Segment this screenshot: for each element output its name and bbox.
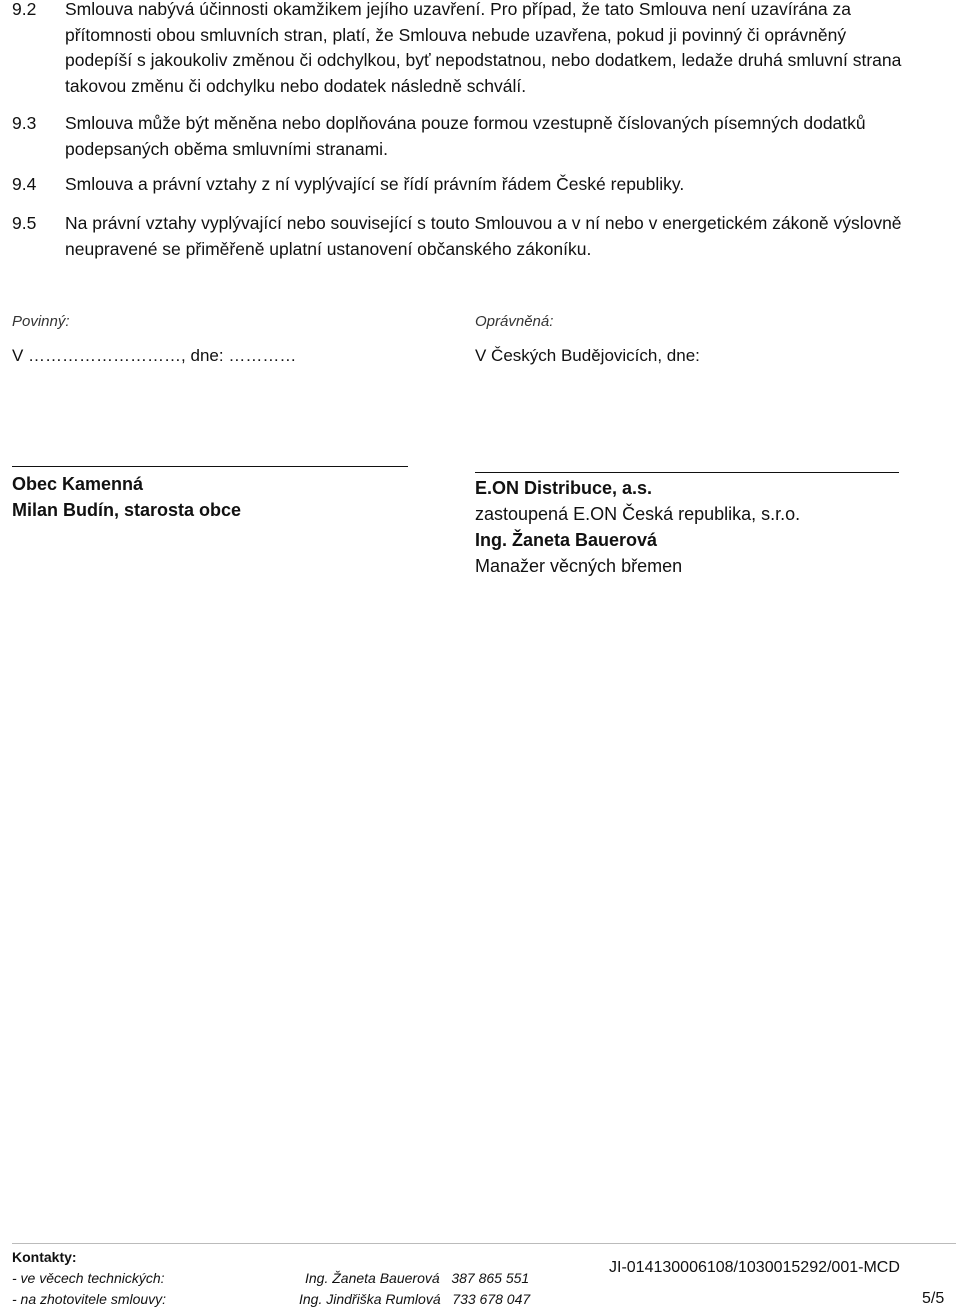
contractor-contact-label: - na zhotovitele smlouvy: — [12, 1291, 167, 1307]
clause-9-5 — [12, 211, 948, 262]
clause-line: Smlouva nabývá účinnosti okamžikem jejího uzavření. Pro případ, že tato Smlouva není uzavírána za — [65, 0, 851, 19]
entitled-party-label: Oprávněná: — [475, 313, 554, 330]
document-id: JI-014130006108/1030015292/001-MCD — [609, 1259, 900, 1276]
entitled-representative: Ing. Žaneta Bauerová — [475, 530, 658, 550]
entitled-party-name: E.ON Distribuce, a.s. — [475, 478, 653, 498]
clause-line: Na právní vztahy vyplývající nebo související s touto Smlouvou a v ní nebo v energetickém zákoně výslovně — [65, 213, 902, 233]
clause-line: přítomnosti obou smluvních stran, platí, že Smlouva nebude uzavřena, pokud ji povinný či oprávněný — [65, 24, 847, 45]
clause-line: podepsaných oběma smluvními stranami. — [65, 138, 388, 159]
contractor-contact: Ing. Jindřiška Rumlová 733 678 047 — [299, 1291, 531, 1307]
clause-line: Smlouva a právní vztahy z ní vyplývající se řídí právním řádem České republiky. — [65, 174, 685, 194]
clause-number: 9.5 — [12, 213, 37, 233]
clause-9-4 — [12, 172, 948, 198]
obligated-signature-line — [12, 466, 408, 467]
obligated-party-name: Obec Kamenná — [12, 474, 144, 494]
entitled-signatory — [475, 475, 800, 579]
clause-line: Smlouva může být měněna nebo doplňována pouze formou vzestupně číslovaných písemných dodatků — [65, 113, 866, 133]
footer-divider — [12, 1243, 956, 1244]
obligated-place-date: V ………………………, dne: ………… — [12, 346, 297, 365]
entitled-place-date: V Českých Budějovicích, dne: — [475, 346, 700, 365]
entitled-signature-line — [475, 472, 899, 473]
clause-number: 9.4 — [12, 174, 37, 194]
technical-contact: Ing. Žaneta Bauerová 387 865 551 — [305, 1270, 530, 1286]
obligated-signatory — [12, 471, 241, 523]
entitled-represented-by: zastoupená E.ON Česká republika, s.r.o. — [475, 504, 801, 524]
clause-number: 9.2 — [12, 0, 37, 19]
clause-9-2 — [12, 0, 948, 99]
obligated-party-label: Povinný: — [12, 313, 70, 330]
page-number: 5/5 — [922, 1290, 945, 1307]
contacts-heading: Kontakty: — [12, 1249, 77, 1265]
clause-9-3 — [12, 111, 948, 162]
clause-line: neupravené se přiměřeně uplatní ustanovení občanského zákoníku. — [65, 238, 592, 259]
clause-number: 9.3 — [12, 113, 37, 133]
obligated-representative: Milan Budín, starosta obce — [12, 500, 242, 520]
clause-line: podepíší s jakoukoliv změnou či odchylkou, byť nepodstatnou, nebo dodatkem, ledaže druhá smluvní strana — [65, 50, 902, 70]
clause-line: takovou změnu či odchylku nebo dodatek následně schválí. — [65, 75, 527, 96]
technical-contact-label: - ve věcech technických: — [12, 1270, 165, 1286]
entitled-representative-role: Manažer věcných břemen — [475, 556, 683, 576]
